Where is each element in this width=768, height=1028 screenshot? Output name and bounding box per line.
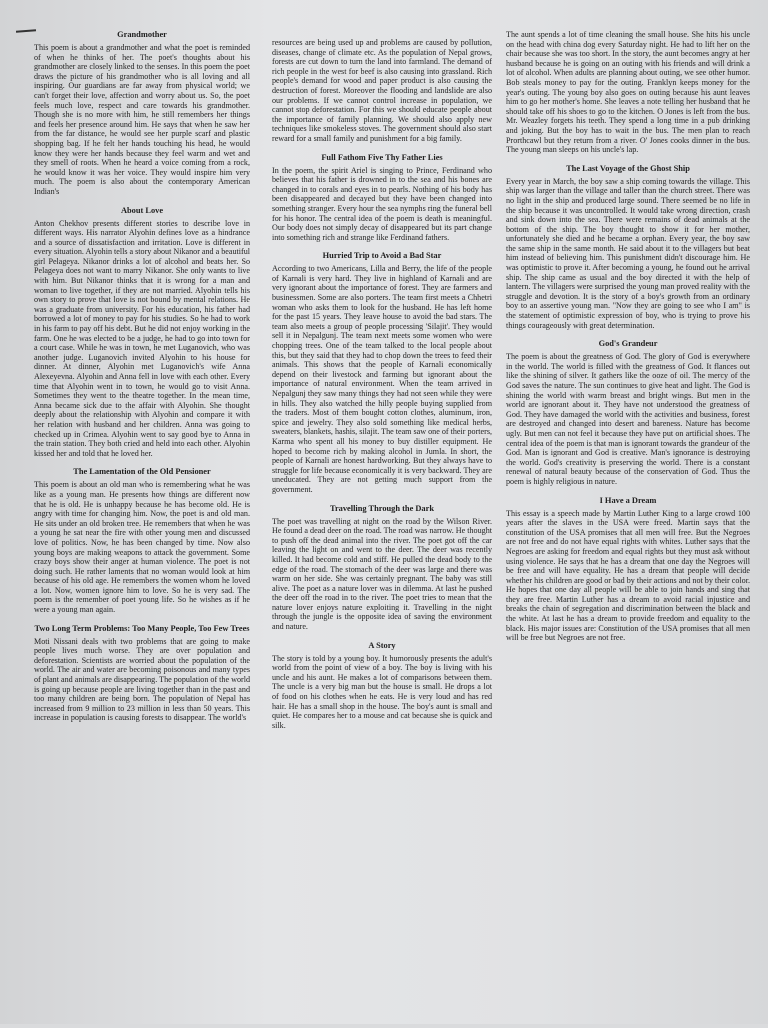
section-body: In the poem, the spirit Ariel is singing to Prince, Ferdinand who believes that his father is drowned in to the sea and his bones are changed in to corals and eyes in to pearls. Nothing of his body has been disappeared and decayed but they have been changed into something stranger. Every hour the sea nymphs ring the funeral bell for his honor. The central idea of the poem is death is meaningful. Our body does not simply decay of disappeared but its part change into something rich and strange like Ferdinand fathers. <box>272 165 492 242</box>
column-2 <box>272 38 492 1028</box>
section-body: The aunt spends a lot of time cleaning the small house. She hits his uncle on the head with china dog every Saturday night. He had to lift her on the chair because she was too short. In the story, the aunt becomes angry at her husband because he is going on an outing with his friends and will drink a lot of alcohol. When adults are planning about outing, we see other humor. Bob steals money to pay for the outing. Franklyn keeps money for the year's outing. The young boy also goes on outing because his aunt leaves him to go her mother's home. She leaves a note telling her husband that he should take off his shoes to go to the kitchen. O Jones is left from the bus. Mr. Weazley forgets his teeth. They spend a long time in a pub drinking and joking. But the boy has to wait in the bus. The men plan to reach Prorthcawl but they return from a river. O' Jones cooks dinner in the bus. The young man sleeps on his uncle's lap. <box>506 30 750 155</box>
section-title: God's Grandeur <box>598 339 658 349</box>
section-body: The poet was travelling at night on the road by the Wilson River. He found a dead deer on the road. The road was narrow. He thought to push off the dead animal into the river. The poet got off the car leaving the light on and went to the deer. The deer was recently killed. It had become cold and stiff. He pulled the dead body to the edge of the road. The stomach of the deer was large and there was warm on her side. She was certainly pregnant. The baby was still alive. The poet as a nature lover was in dilemma. At last he pushed the deer off the road in to the river. The poet tries to mean that the nature lover enjoys nature exploiting it. Travelling in the night through the jungle is the opposite idea of saving the environment and nature. <box>272 516 492 632</box>
section-title: The Lamentation of the Old Pensioner <box>73 467 211 477</box>
section-body: The poem is about the greatness of God. The glory of God is everywhere in the world. The world is filled with the greatness of God. It flances out like the shining of silver. It gathers like the ooze of oil. The mercy of the God saves the nature. The sun continues to give heat and light. The God is shining the world with warm breast and bright wings. But men in the world are ignorant about it. They have not understood the greatness of God. They have damaged the world with the activities and business, forest are destroyed and changed into desert and bareness. Nature has become ugly. But men can not feel it because they have put on artificial shoes. The central idea of the poem is that man is ignorant towards the grandeur of the God. Man is ignorant and God is creative. Man's ignorance is destroying the world. God's creativity is preserving the world. There is a constant renewal of natural beauty because of the conservation of God. Thus the poem is highly religious in nature. <box>506 352 750 486</box>
section-body: Every year in March, the boy saw a ship coming towards the village. This ship was larger than the village and taller than the church street. There was no light in the ship and produced large sound. There seemed be no life in the ship because it was uncontrolled. It would take wrong direction, crash and sink down into the sea. There were remains of dead animals at the bottom of the ship. The boy thought to show it for her mother, unfortunately she died and he became a orphan. Every year, the boy saw the same ship in the same month. He said about it to the villagers but beat him instead of believing him. This punishment didn't discourage him. He was optimistic to prove it. After becoming a young, he found out he arrival ship. The ship came as usual and the boy directed it with the help of lantern. The villagers were surprised the young man proved reality with the struggle and devotion. It is the story of a boy's growth from an ordinary boy to an assertive young man. "Now they are going to see who I am" is the statement of optimistic expression of boy, who is trying to prove his things courageously with great determination. <box>506 176 750 330</box>
section-a-story <box>272 641 492 731</box>
section-ghost-ship <box>506 164 750 331</box>
section-body: This poem is about an old man who is remembering what he was like as a young man. He presents how things are different now that he is old. He is unhappy because he has become old. He is angry with time for changing him. Now, the poet is and old man. He sits under an old broken tree. He remembers that when he was a young he sat near the fire with other young men and discussed love of politics. Now, he has been changed by time. Now also young boys are making weapons to attack the government. Some crazy boys show their anger at human violence. The poet is not doing such. He rather laments that no woman would look at him because of his old age. He remembers the women whom he loved a lot. Now, women ignore him to love. So he is very sad. The poem is the remember of poet young life. So he wishes as if he were a young man again. <box>34 480 250 615</box>
section-title: I Have a Dream <box>599 495 657 505</box>
section-grandmother <box>34 30 250 197</box>
section-continued <box>506 30 750 155</box>
section-body: According to two Americans, Lilla and Berry, the life of the people of Karnali is very hard. They live in highland of Karnali and are very ignorant about the importance of forest. They are farmers and businessmen. Some are also porters. The team first meets a Chhetri woman who asks them to look for the husband. He has left home for the past 15 years. They leave house to avoid the bad stars. The team also meets a group of people processing 'Silajit'. They would sell it in Nepalgunj. The team next meets some women who were chopping trees. One of the team talked to the local people about this, but they said that they had to chop down the trees to feed their animals. This shows that the people of Karnali economically depend on their livestock and farming but ignorant about the importance of natural environment. When the team arrived in Nepalgunj they saw many things they had not seen while they were in hills. They also watched the hilly people buying supplied from the traders. Most of them bought cotton clothes, aluminum, iron, spice and jewelry. They also sold something like medical herbs, sweaters, blankets, hashis, silajit. The team saw one of their porters, Karma who spent all his money to buy distiller equipment. He hoped to become rich by making alcohol in Jumla. In short, the people of Karnali are honest hardworking. But they always have to struggle for life because economically it is very backward. They are uneducated. They are not getting much support from the government. <box>272 264 492 494</box>
section-body: Anton Chekhov presents different stories to describe love in different ways. His narrator Alyohin defines love as a hindrance and a source of dissatisfaction and irritation. Love is different in every situation. Alyohin tells a story about Nikanor and a beautiful girl Pelageya. Nikanor drinks a lot of alcohol and beats her. So Pelageya does not want to marry Nikanor. She only wants to live with him. But Nikanor thinks that it is wrong for a man and woman to live together, if they are not married. Alyohin tells his own story to prove that love is not bound by mental relations. He was a graduate from university. For his education, his father had borrowed a lot of money to pay for his studies. So he had to work in his farm to pay off his debt. But he did not enjoy working in the farm. One he was elected to be a judge, he had to go into town for a court case. While he was in town, he met Luganovich, who was another judge. Luganovich invited Alyohin to his house for dinner. At dinner, Alyohin met Luganovich's wife Anna Alexeyevna. Alyohin and Anna fell in love with each other. Every time that Alyohin went in to town, he would go to visit Anna. Sometimes they went to the theatre together. In the mean time, Anna became sick due to the affair with Alyohin. She thought deeply about the relationship with Alyohin and compare it with her relation with husband and her children. Anna was going to checked up in Crimea. Alyohin went to say good bye to Anna in the train station. They both cried and held into each other. Alyohin kissed her and told that he loved her. <box>34 218 250 458</box>
section-two-problems <box>34 624 250 723</box>
column-1 <box>34 30 250 1020</box>
section-title: A Story <box>368 640 396 650</box>
column-3 <box>506 30 750 1020</box>
section-body: This poem is about a grandmother and what the poet is reminded of when he thinks of her. The poet's thoughts about his grandmother are closely linked to the senses. In this poem the poet draws the picture of his grandmother who is all loving and all inspiring. Our guardians are far away from physical world; we can't forget their love, affection and worry about us. So, the poet feels much love, respect and care towards his grandmother. Though she is no more with him, he still remembers her things and feels her presence around him. He says that when he saw her from the far distance, he would see her purple scarf and plastic shopping bag. If he felt her hands touching his head, he would know they were her hands because they feel warm and wet and they smell of roots. When he heard a voice coming from a rock, he would know it was her voice. They would inspire him very much. The poem is also about the contemporary American Indian's <box>34 43 250 196</box>
section-full-fathom <box>272 153 492 243</box>
section-body: resources are being used up and problems are caused by pollution, diseases, change of climate etc. As the population of Nepal grows, forests are cut down to turn the land into farmland. The demand of rich people in the west for beef is also causing into grassland. Rich people's demand for wood and paper product is also causing the destruction of forest. Moreover the flooding and landslide are also our problems. If we cannot control increase in population, we cannot stop deforestation. For this we should educate people about the importance of family planning. We should also apply new techniques like smokeless stoves. The government should also start reward for a small family and punishment for a big family. <box>272 38 492 143</box>
section-body: The story is told by a young boy. It humorously presents the adult's world from the point of view of a boy. The boy is living with his uncle and his aunt. He makes a lot of comparisons between them. The uncle is a very big man but the house is small. He drops a lot of food on his clothes when he eats. He is very loud and has red hair. He has a small shop in the house. The boy's aunt is small and quiet. He compares her to a mouse and cat because she is quick and silk. <box>272 653 492 730</box>
section-about-love <box>34 206 250 459</box>
section-title: Hurried Trip to Avoid a Bad Star <box>322 251 442 261</box>
section-body: Moti Nissani deals with two problems that are going to make people lives much worse. They are over population and deforestation. Scientists are worried about the population of the world. The air and water are becoming poisonous and many types of plant and animals are disappearing. The population of the world is going up because people are living together than in the past and too many children are being born. The population of Nepal has increased from 9 million to 23 million in less than 50 years. This increase in population is causing forests to disappear. The world's <box>34 636 250 723</box>
section-continued <box>272 38 492 144</box>
section-body: This essay is a speech made by Martin Luther King to a large crowd 100 years after the slaves in the USA were freed. Martin says that the constitution of the USA promises that all men will free. But the Negroes are not free and do not have equal rights with whites. Luther says that the Negroes are asking for freedom and equal rights but they must ask without using violence. He says that he has a dream that one day the Negroes will be free and will have equality. He has a dream that people will decide whether his children are good or bad by their actions and not by their color. He hopes that one day all people will be able to join hands and sing that they are free. Martin Luther has a dream to avoid racial injustice and breaks the chain of segregation and discrimination between the black and the white. At last he has a dream to provide freedom and equality to the black. His major issues are: Constitution of the USA promises that all men will be free but Negroes are not free. <box>506 508 750 643</box>
section-travelling-dark <box>272 504 492 632</box>
section-hurried-trip <box>272 251 492 494</box>
section-gods-grandeur <box>506 339 750 486</box>
section-old-pensioner <box>34 467 250 614</box>
section-title: About Love <box>120 205 164 215</box>
section-title: The Last Voyage of the Ghost Ship <box>566 163 690 173</box>
section-i-have-a-dream <box>506 496 750 643</box>
section-title: Full Fathom Five Thy Father Lies <box>321 152 443 162</box>
section-title: Travelling Through the Dark <box>329 503 434 513</box>
section-title: Two Long Term Problems: Too Many People, Too Few Trees <box>34 623 250 633</box>
section-title: Grandmother <box>117 30 167 39</box>
